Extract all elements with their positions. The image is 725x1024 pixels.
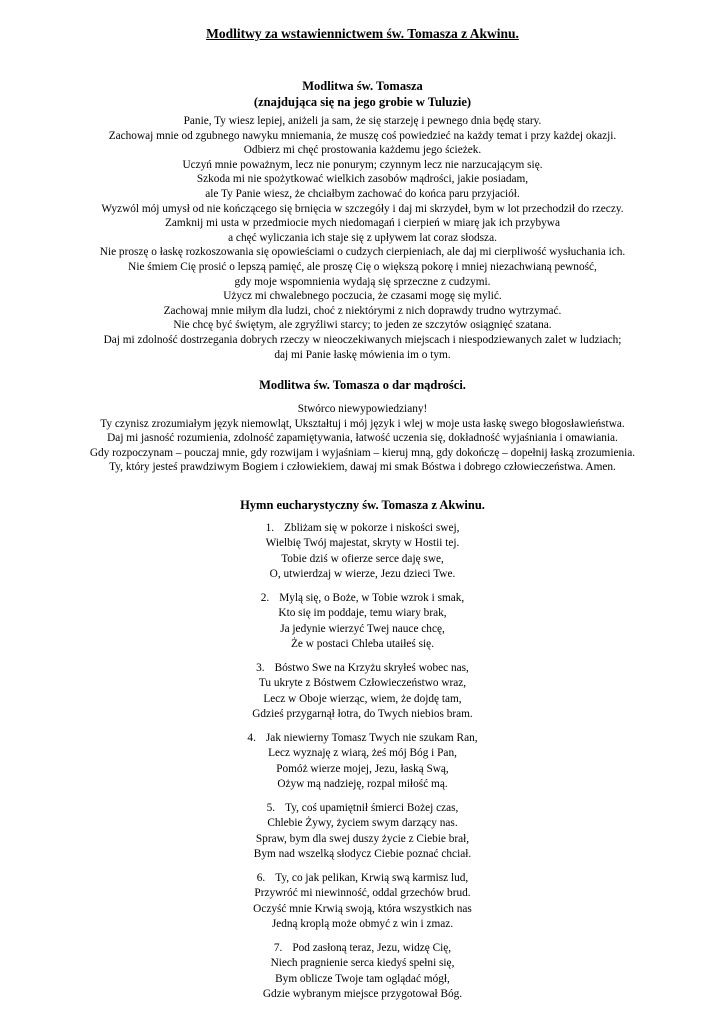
stanza-line: Gdzie wybranym miejsce przygotował Bóg. bbox=[262, 987, 463, 1000]
stanza-line: Przywróć mi niewinność, oddal grzechów brud. bbox=[254, 887, 471, 900]
prayer1-line: Szkoda mi nie spożytkować wielkich zasobów mądrości, jakie posiadam, bbox=[196, 173, 529, 186]
prayer2-line: Stwórco niewypowiedziany! bbox=[297, 403, 428, 415]
prayer2-line: Ty, który jesteś prawdziwym Bogiem i człowiekiem, dawaj mi smak Bóstwa i dobrego człowieczeństwa. Amen. bbox=[109, 461, 616, 474]
stanza-line: Pod zasłoną teraz, Jezu, widzę Cię, bbox=[292, 942, 452, 954]
stanza-number: 7. bbox=[273, 942, 283, 954]
hymn-stanza-1 bbox=[0, 521, 725, 582]
prayer1-line: Zachowaj mnie od zgubnego nawyku mniemania, że muszę coś powiedzieć na każdy temat i przy każdej okazji. bbox=[108, 129, 617, 142]
prayer1-line: Użycz mi chwalebnego poczucia, że czasami mogę się mylić. bbox=[223, 290, 502, 303]
stanza-line: Ja jedynie wierzyć Twej nauce chcę, bbox=[280, 622, 445, 635]
hymn-stanza-5 bbox=[0, 801, 725, 862]
prayer1-title-line2: (znajdująca się na jego grobie w Tuluzie) bbox=[253, 95, 472, 109]
stanza-line: O, utwierdzaj w wierze, Jezu dzieci Twe. bbox=[269, 567, 456, 580]
prayer1-title bbox=[0, 78, 725, 110]
hymn-stanza-7 bbox=[0, 941, 725, 1002]
hymn-title: Hymn eucharystyczny św. Tomasza z Akwinu. bbox=[240, 498, 485, 512]
prayer2-line: Daj mi jasność rozumienia, zdolność zapamiętywania, łatwość uczenia się, dokładność wyjaśniania i omawiania. bbox=[107, 432, 618, 445]
prayer1-line: ale Ty Panie wiesz, że chciałbym zachować do końca paru przyjaciół. bbox=[205, 187, 520, 200]
stanza-line: Jak niewierny Tomasz Twych nie szukam Ran, bbox=[265, 732, 478, 744]
stanza-line: Ożyw mą nadzieję, rozpal miłość mą. bbox=[277, 777, 448, 790]
prayer1-line: Uczyń mnie poważnym, lecz nie ponurym; czynnym lecz nie narzucającym się. bbox=[182, 158, 543, 171]
stanza-number: 1. bbox=[265, 522, 275, 534]
stanza-line: Lecz w Oboje wierząc, wiem, że dojdę tam, bbox=[263, 692, 462, 705]
stanza-line: Zbliżam się w pokorze i niskości swej, bbox=[284, 522, 460, 534]
stanza-number: 4. bbox=[247, 732, 256, 744]
prayer1-line: a chęć wyliczania ich staje się z upływem lat coraz słodsza. bbox=[228, 231, 497, 244]
stanza-line: Jedną kroplą może obmyć z win i zmaz. bbox=[271, 917, 454, 930]
stanza-number: 2. bbox=[260, 592, 270, 604]
stanza-line: Ty, coś upamiętnił śmierci Bożej czas, bbox=[285, 802, 459, 814]
stanza-line: Że w postaci Chleba utaiłeś się. bbox=[290, 637, 435, 650]
stanza-line: Bym oblicze Twoje tam oglądać mógł, bbox=[275, 972, 450, 985]
stanza-line: Kto się im poddaje, temu wiary brak, bbox=[278, 607, 447, 620]
hymn-stanza-4 bbox=[0, 731, 725, 792]
hymn-stanza-2 bbox=[0, 591, 725, 652]
stanza-line: Chlebie Żywy, życiem swym darzący nas. bbox=[267, 817, 458, 830]
prayer1-line: Daj mi zdolność dostrzegania dobrych rzeczy w nieoczekiwanych miejscach i niespodziewanych zalet w ludziach; bbox=[103, 333, 622, 346]
prayer1-line: Nie proszę o łaskę rozkoszowania się opowieściami o cudzych cierpieniach, ale daj mi cierpliwość wysłuchania ich. bbox=[99, 246, 626, 259]
hymn-stanza-3 bbox=[0, 661, 725, 722]
prayer1-line: Nie chcę być świętym, ale zgryźliwi starcy; to jeden ze szczytów osiągnięć szatana. bbox=[173, 319, 552, 332]
prayer2-text bbox=[20, 402, 705, 475]
document-title: Modlitwy za wstawiennictwem św. Tomasza z Akwinu. bbox=[206, 26, 519, 41]
prayer1-line: Zachowaj mnie miłym dla ludzi, choć z niektórymi z nich doprawdy trudno wytrzymać. bbox=[163, 304, 562, 317]
stanza-line: Ty, co jak pelikan, Krwią swą karmisz lud, bbox=[275, 872, 469, 884]
hymn-stanza-6 bbox=[0, 871, 725, 932]
stanza-line: Mylą się, o Boże, w Tobie wzrok i smak, bbox=[279, 592, 465, 604]
stanza-line: Spraw, bym dla swej duszy życie z Ciebie brał, bbox=[255, 832, 470, 845]
prayer1-line: Zamknij mi usta w przedmiocie mych niedomagań i cierpień w miarę jak ich przybywa bbox=[165, 217, 560, 230]
stanza-line: Tobie dziś w ofierze serce daję swe, bbox=[281, 552, 444, 565]
prayer2-line: Ty czynisz zrozumiałym język niemowląt, Ukształtuj i mój język i wlej w moje usta łaskę swego błogosławieństwa. bbox=[100, 417, 625, 430]
stanza-line: Wielbię Twój majestat, skryty w Hostii tej. bbox=[265, 537, 460, 550]
prayer1-line: gdy moje wspomnienia wydają się sprzeczne z cudzymi. bbox=[234, 275, 491, 288]
prayer1-title-line1: Modlitwa św. Tomasza bbox=[302, 79, 423, 93]
stanza-line: Bym nad wszelką słodycz Ciebie poznać chciał. bbox=[253, 847, 472, 860]
stanza-line: Pomóż wierze mojej, Jezu, łaską Swą, bbox=[276, 762, 449, 775]
stanza-number: 6. bbox=[256, 872, 266, 884]
stanza-line: Lecz wyznaję z wiarą, żeś mój Bóg i Pan, bbox=[268, 747, 457, 760]
prayer1-line: Wyzwól mój umysł od nie kończącego się brnięcia w szczegóły i daj mi skrzydeł, bym w lot przechodził do rzeczy. bbox=[101, 202, 624, 215]
prayer2-title: Modlitwa św. Tomasza o dar mądrości. bbox=[259, 378, 466, 392]
prayer1-text bbox=[20, 114, 705, 362]
prayer1-line: Odbierz mi chęć prostowania każdemu jego ścieżek. bbox=[243, 144, 482, 157]
stanza-line: Bóstwo Swe na Krzyżu skryłeś wobec nas, bbox=[274, 662, 469, 674]
stanza-line: Niech pragnienie serca kiedyś spełni się, bbox=[270, 957, 455, 970]
stanza-number: 3. bbox=[256, 662, 265, 674]
prayer1-line: daj mi Panie łaskę mówienia im o tym. bbox=[274, 348, 451, 361]
prayer1-line: Panie, Ty wiesz lepiej, aniżeli ja sam, że się starzeję i pewnego dnia będę stary. bbox=[183, 115, 542, 127]
stanza-number: 5. bbox=[266, 802, 276, 814]
prayer2-line: Gdy rozpoczynam – pouczaj mnie, gdy rozwijam i wyjaśniam – kieruj mną, gdy dokończę – dopełnij łaską zrozumienia. bbox=[89, 446, 636, 459]
stanza-line: Tu ukryte z Bóstwem Człowieczeństwo wraz, bbox=[258, 677, 467, 690]
stanza-line: Oczyść mnie Krwią swoją, która wszystkich nas bbox=[253, 902, 472, 915]
stanza-line: Gdzieś przygarnął łotra, do Twych niebios bram. bbox=[252, 707, 473, 720]
prayer1-line: Nie śmiem Cię prosić o lepszą pamięć, ale proszę Cię o większą pokorę i mniej niezachwianą pewność, bbox=[128, 260, 597, 273]
